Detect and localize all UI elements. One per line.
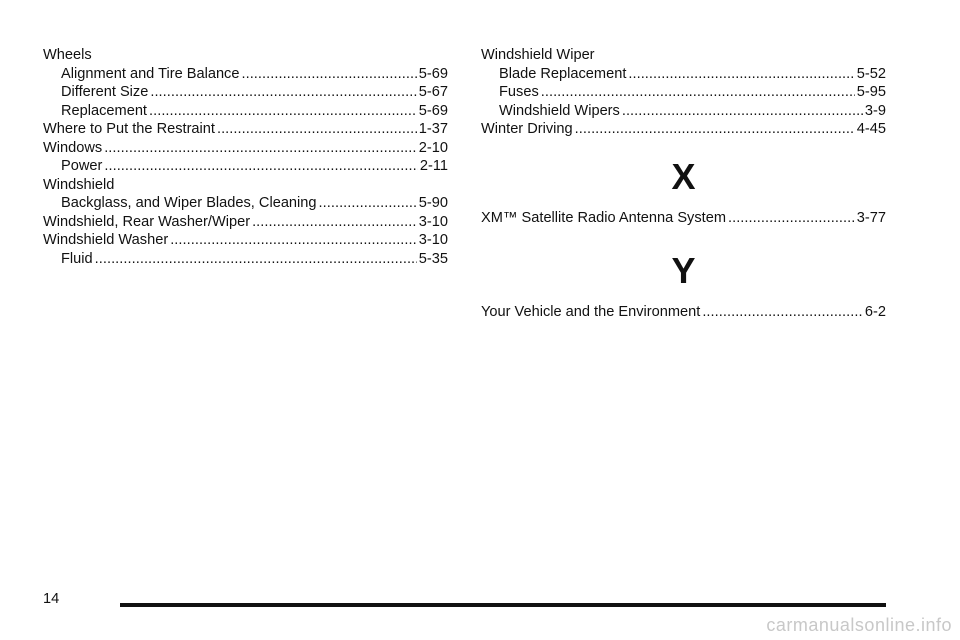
entry-label: Power [61, 158, 103, 174]
dot-leader [170, 231, 417, 250]
dot-leader [728, 209, 855, 228]
entry-page-ref: 5-35 [418, 250, 448, 267]
dot-leader [104, 139, 417, 158]
entry-page-ref: 5-52 [856, 65, 886, 82]
dot-leader [628, 65, 854, 84]
index-entry [43, 231, 448, 250]
index-column-left [43, 46, 448, 268]
entry-label: Windshield Wipers [499, 102, 620, 119]
index-subentry [43, 102, 448, 121]
entry-label: Windshield Wiper [481, 47, 595, 63]
entry-page-ref: 1-37 [418, 121, 448, 137]
entry-page-ref: 5-95 [856, 84, 886, 100]
entry-page-ref: 2-11 [419, 158, 448, 174]
index-subentry [43, 83, 448, 102]
dot-leader [149, 102, 417, 121]
entry-label: Backglass, and Wiper Blades, Cleaning [61, 195, 317, 211]
entry-label: Different Size [61, 84, 149, 100]
index-subentry [481, 65, 886, 84]
index-group-y [481, 303, 886, 322]
index-group-w [481, 46, 886, 139]
entry-label: Alignment and Tire Balance [61, 65, 240, 82]
page-number: 14 [43, 591, 60, 607]
dot-leader [575, 120, 855, 139]
section-letter-y: Y [671, 250, 696, 291]
entry-page-ref: 3-9 [864, 102, 886, 119]
entry-label: Your Vehicle and the Environment [481, 304, 701, 320]
entry-label: Fluid [61, 250, 93, 267]
entry-label: Replacement [61, 102, 147, 119]
entry-page-ref: 6-2 [864, 304, 886, 320]
dot-leader [541, 83, 855, 102]
index-subentry [43, 65, 448, 84]
section-letter-x: X [671, 155, 696, 197]
entry-label: Windows [43, 139, 103, 156]
footer-rule [120, 603, 886, 607]
entry-label: Wheels [43, 47, 92, 63]
entry-page-ref: 4-45 [856, 121, 886, 137]
entry-label: Windshield, Rear Washer/Wiper [43, 213, 251, 230]
index-subentry [43, 250, 448, 269]
entry-label: XM™ Satellite Radio Antenna System [481, 209, 726, 226]
index-subentry [43, 194, 448, 213]
index-subentry [481, 83, 886, 102]
index-entry [43, 46, 448, 65]
dot-leader [702, 303, 863, 322]
dot-leader [241, 65, 416, 84]
index-entry [481, 209, 886, 228]
entry-page-ref: 3-77 [856, 209, 886, 226]
entry-page-ref: 3-10 [418, 232, 448, 248]
index-column-right [481, 46, 886, 322]
dot-leader [95, 250, 417, 269]
entry-page-ref: 5-69 [418, 102, 448, 119]
index-entry [481, 303, 886, 322]
entry-label: Windshield [43, 176, 115, 193]
entry-label: Blade Replacement [499, 65, 627, 82]
entry-page-ref: 5-67 [418, 84, 448, 100]
dot-leader [104, 157, 417, 176]
entry-label: Where to Put the Restraint [43, 121, 215, 137]
entry-page-ref: 2-10 [418, 139, 448, 156]
index-entry [43, 213, 448, 232]
entry-page-ref: 5-90 [418, 195, 448, 211]
index-entry [43, 139, 448, 158]
index-entry [43, 120, 448, 139]
index-entry [481, 120, 886, 139]
entry-label: Fuses [499, 84, 539, 100]
index-subentry [43, 157, 448, 176]
index-subentry [481, 102, 886, 121]
dot-leader [217, 120, 417, 139]
index-group-x [481, 209, 886, 228]
entry-label: Winter Driving [481, 121, 573, 137]
dot-leader [252, 213, 417, 232]
entry-label: Windshield Washer [43, 232, 169, 248]
index-entry [43, 176, 448, 195]
dot-leader [622, 102, 863, 121]
watermark: carmanualsonline.info [766, 615, 952, 635]
index-entry [481, 46, 886, 65]
entry-page-ref: 5-69 [418, 65, 448, 82]
dot-leader [150, 83, 416, 102]
entry-page-ref: 3-10 [418, 213, 448, 230]
dot-leader [319, 194, 417, 213]
